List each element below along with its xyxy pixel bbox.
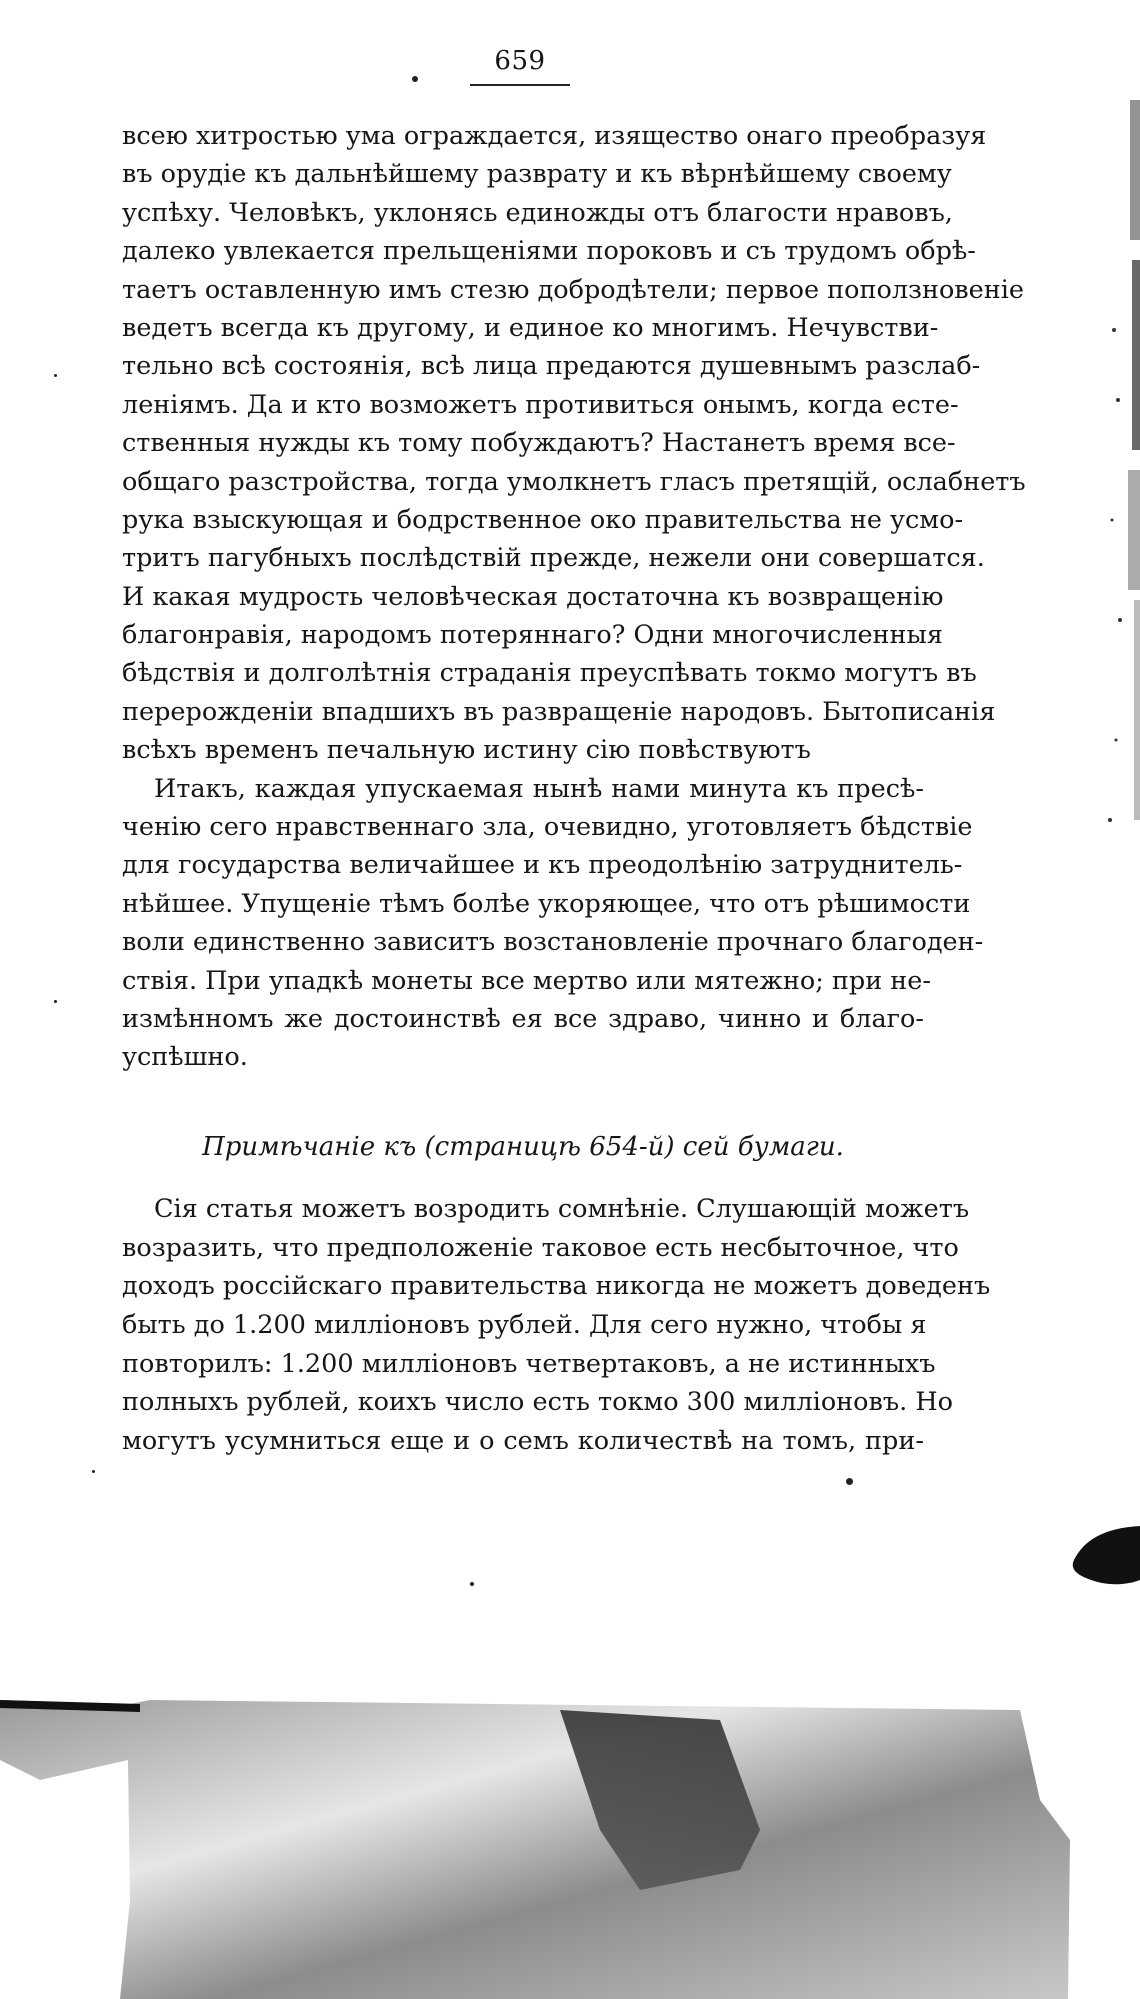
note-line: быть до 1.200 милліоновъ рублей. Для сего нужно, чтобы я [122, 1310, 927, 1341]
note-line: могутъ усумниться еще и о семъ количествѣ на томъ, при- [122, 1426, 924, 1457]
text-line: тритъ пагубныхъ послѣдствій прежде, нежели они совершатся. [122, 543, 985, 574]
scan-speck [54, 1000, 57, 1003]
text-line: ствія. При упадкѣ монеты все мертво или мятежно; при не- [122, 965, 932, 996]
note-text [122, 1190, 991, 1461]
text-line: таетъ оставленную имъ стезю добродѣтели; первое поползновеніе [122, 274, 1024, 305]
ink-blot [1064, 1520, 1140, 1590]
text-line: успѣху. Человѣкъ, уклонясь единожды отъ благости нравовъ, [122, 197, 953, 228]
note-line: повторилъ: 1.200 милліоновъ четвертаковъ, а не истинныхъ [122, 1348, 936, 1379]
note-line: Сія статья можетъ возродить сомнѣніе. Слушающій можетъ [154, 1194, 970, 1224]
text-line: бѣдствія и долголѣтнія страданія преуспѣвать токмо могутъ въ [122, 658, 977, 689]
note-line: полныхъ рублей, коихъ число есть токмо 300 милліоновъ. Но [122, 1387, 953, 1418]
text-line: нѣйшее. Упущеніе тѣмъ болѣе укоряющее, что отъ рѣшимости [122, 888, 971, 919]
text-line: далеко увлекается прельщеніями пороковъ и съ трудомъ обрѣ- [122, 236, 976, 267]
text-line: въ орудіе къ дальнѣйшему разврату и къ вѣрнѣйшему своему [122, 159, 952, 190]
note-line: доходъ россійскаго правительства никогда не можетъ доведенъ [122, 1271, 991, 1302]
text-line: ченію сего нравственнаго зла, очевидно, уготовляетъ бѣдствіе [122, 812, 973, 843]
scan-speck [470, 1582, 474, 1586]
note-line: возразить, что предположеніе таковое есть несбыточное, что [122, 1232, 959, 1263]
text-line: для государства величайшее и къ преодолѣнію затруднитель- [122, 850, 963, 881]
text-line: Итакъ, каждая упускаемая нынѣ нами минута къ пресѣ- [154, 773, 924, 804]
text-line: общаго разстройства, тогда умолкнетъ гласъ претящій, ослабнетъ [122, 466, 1026, 497]
scan-speck [846, 1478, 853, 1485]
header-dot [412, 76, 418, 82]
text-line: воли единственно зависитъ возстановленіе прочнаго благоден- [122, 927, 984, 958]
main-text [122, 117, 1026, 1077]
text-line: успѣшно. [122, 1042, 248, 1073]
text-line: ственныя нужды къ тому побуждаютъ? Настанетъ время все- [122, 428, 956, 459]
text-line: благонравія, народомъ потеряннаго? Одни многочисленныя [122, 620, 943, 651]
scan-speck [54, 374, 57, 377]
text-line: перерожденіи впадшихъ въ развращеніе народовъ. Бытописанія [122, 696, 996, 727]
text-line: измѣнномъ же достоинствѣ ея все здраво, чинно и благо- [122, 1003, 924, 1034]
page-number-rule [470, 84, 570, 86]
note-heading: Примѣчаніе къ (страницѣ 654-й) сей бумаги. [202, 1132, 844, 1162]
text-line: всѣхъ временъ печальную истину сію повѣствуютъ [122, 735, 811, 766]
text-line: всею хитростью ума ограждается, изящество онаго преобразуя [122, 121, 987, 151]
text-line: рука взыскующая и бодрственное око правительства не усмо- [122, 504, 964, 535]
scan-edge-noise [1106, 100, 1140, 980]
scan-speck [92, 1470, 95, 1473]
text-line: ведетъ всегда къ другому, и единое ко многимъ. Нечувстви- [122, 312, 939, 343]
text-line: тельно всѣ состоянія, всѣ лица предаются душевнымъ разслаб- [122, 351, 981, 382]
page-number: 659 [494, 46, 546, 76]
text-line: леніямъ. Да и кто возможетъ противиться онымъ, когда есте- [122, 389, 959, 420]
scan-shadow [0, 1700, 1140, 1999]
text-line: И какая мудрость человѣческая достаточна къ возвращенію [122, 581, 944, 612]
